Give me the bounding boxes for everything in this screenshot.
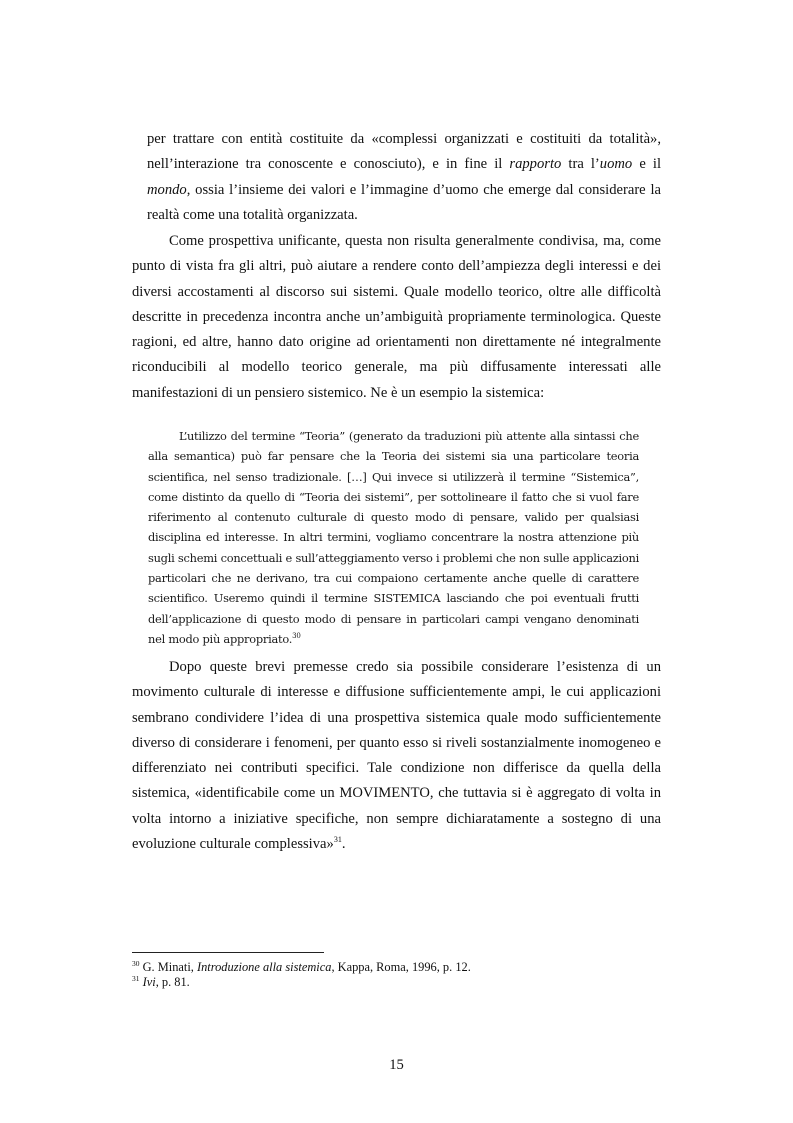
footnote-number: 30	[132, 958, 140, 968]
footnote-ref-31[interactable]: 31	[333, 835, 342, 845]
page-number: 15	[389, 1057, 404, 1073]
block-quote	[148, 426, 639, 649]
paragraph-text: Dopo queste brevi premesse credo sia possibile considerare l’esistenza di un movimento culturale di interesse e diffusione sufficientemente ampi, le cui applicazioni sembrano condividere l’idea di una prospettiva sistemica quale modo sufficientemente diverso di considerare i fenomeni, per quanto esso si riveli sostanzialmente inomogeneo e differenziato nei contributi specifici. Tale condizione non differisce da quella della sistemica, «identificabile come un MOVIMENTO, che tuttavia si è aggregato di volta in volta intorno a iniziative specifiche, non sempre dichiaratamente a sostegno di una evoluzione culturale complessiva»	[132, 659, 661, 853]
body-paragraph-2	[132, 655, 661, 857]
footnote-ref-30[interactable]: 30	[292, 632, 301, 641]
continuation-paragraph	[147, 127, 661, 228]
continuation-text: e il	[632, 156, 661, 173]
paragraph-end: .	[341, 836, 346, 853]
footnote-30	[132, 960, 471, 974]
footnote-title: Ivi	[142, 975, 156, 989]
body-paragraph-1: Come prospettiva unificante, questa non risulta generalmente condivisa, ma, come punto di vista fra gli altri, può aiutare a rendere conto dell’ampiezza degli interessi e dei diversi accostamenti al discorso sui sistemi. Quale modello teorico, oltre alle difficoltà descritte in precedenza incontra anche un’ambiguità propriamente terminologica. Queste ragioni, ed altre, hanno dato origine ad orientamenti non direttamente né integralmente riconducibili al modello teorico generale, ma più diffusamente interessati alle manifestazioni di un pensiero sistemico. Ne è un esempio la sistemica:	[132, 233, 661, 401]
emphasis-uomo: uomo	[599, 156, 633, 173]
footnote-number: 31	[132, 973, 140, 983]
continuation-text: per trattare con entità costituite da «complessi organizzati e costituiti da totalità», nell’interazione tra conoscente e conosciuto), e in fine il	[147, 131, 661, 173]
continuation-text: , ossia l’insieme dei valori e l’immagine d’uomo che emerge dal considerare la realtà come una totalità organizzata.	[147, 181, 661, 223]
continuation-text: tra l’	[561, 156, 600, 173]
footnote-31	[132, 975, 190, 989]
footnote-text: , p. 81.	[155, 975, 190, 989]
emphasis-mondo: mondo	[147, 181, 187, 198]
quote-text: L’utilizzo del termine “Teoria” (generato da traduzioni più attente alla sintassi che alla semantica) può far pensare che la Teoria dei sistemi sia una particolare teoria scientifica, nel senso tradizionale. […] Qui invece si utilizzerà il termine “Sistemica”, come distinto da quello di “Teoria dei sistemi”, per sottolineare il fatto che si vuol fare riferimento al contenuto culturale di questo modo di pensare, valido per qualsiasi disciplina ed interesse. In altri termini, vogliamo concentrare la nostra attenzione più sugli schemi concettuali e sull’atteggiamento verso i problemi che non sulle applicazioni particolari che ne derivano, tra cui compaiono certamente anche quelle di carattere scientifico. Useremo quindi il termine SISTEMICA lasciando che poi eventuali frutti dell’applicazione di questo modo di pensare in particolari campi vengano denominati nel modo più appropriato.	[148, 429, 639, 646]
footnote-text: G. Minati,	[139, 960, 197, 974]
footnote-title: Introduzione alla sistemica	[196, 960, 332, 974]
footnote-separator	[132, 952, 324, 953]
emphasis-rapporto: rapporto	[509, 156, 562, 173]
footnote-text: , Kappa, Roma, 1996, p. 12.	[331, 960, 471, 974]
